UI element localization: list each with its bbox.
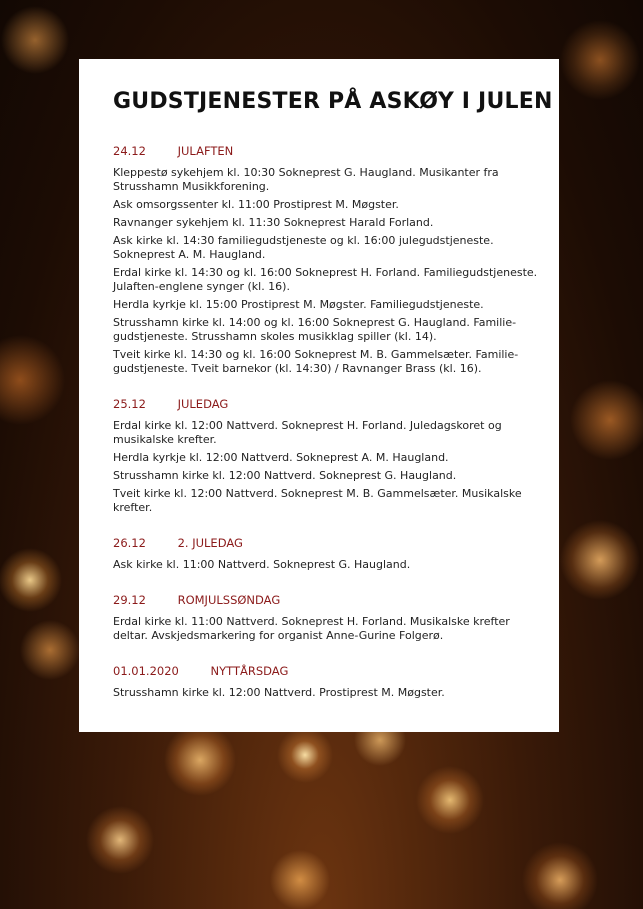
section-name: JULAFTEN [177,144,234,158]
service-entry: Ask omsorgssenter kl. 11:00 Prostiprest M. Møgster. [113,198,399,211]
section-header [113,664,547,678]
section-date: 29.12 [113,593,146,607]
service-entry: Kleppestø sykehjem kl. 10:30 Sokneprest G. Haugland. Musikanter fra Strusshamn Musikkforening. [113,166,499,193]
section-juledag [113,397,547,515]
service-entry: Tveit kirke kl. 14:30 og kl. 16:00 Sokneprest M. B. Gammelsæter. Familie-gudstjeneste. Tveit barnekor (kl. 14:30) / Ravnanger Brass (kl. 16). [113,348,519,375]
section-header [113,397,547,411]
service-entry: Tveit kirke kl. 12:00 Nattverd. Sokneprest M. B. Gammelsæter. Musikalske krefter. [113,487,522,514]
section-header [113,144,547,158]
service-entry: Strusshamn kirke kl. 14:00 og kl. 16:00 Sokneprest G. Haugland. Familie-gudstjeneste. Strusshamn skoles musikklag spiller (kl. 14). [113,316,517,343]
section-date: 26.12 [113,536,146,550]
service-entry: Herdla kyrkje kl. 15:00 Prostiprest M. Møgster. Familiegudstjeneste. [113,298,484,311]
section-header [113,536,547,550]
section-date: 25.12 [113,397,146,411]
service-entry: Erdal kirke kl. 11:00 Nattverd. Sokneprest H. Forland. Musikalske krefter deltar. Avskjedsmarkering for organist Anne-Gurine Folgerø. [113,615,510,642]
schedule-panel [79,59,559,732]
section-2-juledag [113,536,547,572]
section-date: 01.01.2020 [113,664,179,678]
service-entry: Strusshamn kirke kl. 12:00 Nattverd. Prostiprest M. Møgster. [113,686,445,699]
service-entry: Ravnanger sykehjem kl. 11:30 Sokneprest Harald Forland. [113,216,434,229]
service-entry: Ask kirke kl. 14:30 familiegudstjeneste og kl. 16:00 julegudstjeneste. Sokneprest A. M. Haugland. [113,234,494,261]
page-title: GUDSTJENESTER PÅ ASKØY I JULEN [113,89,553,114]
section-julaften [113,144,547,376]
service-entry: Herdla kyrkje kl. 12:00 Nattverd. Sokneprest A. M. Haugland. [113,451,449,464]
section-header [113,593,547,607]
section-name: 2. JULEDAG [177,536,243,550]
section-name: JULEDAG [177,397,229,411]
section-name: ROMJULSSØNDAG [177,593,281,607]
service-entry: Ask kirke kl. 11:00 Nattverd. Sokneprest G. Haugland. [113,558,411,571]
service-entry: Erdal kirke kl. 14:30 og kl. 16:00 Sokneprest H. Forland. Familiegudstjeneste. Julaften-englene synger (kl. 16). [113,266,538,293]
section-date: 24.12 [113,144,146,158]
section-nyttarsdag [113,664,547,700]
section-name: NYTTÅRSDAG [210,664,289,678]
section-romjulssondag [113,593,547,643]
service-entry: Erdal kirke kl. 12:00 Nattverd. Sokneprest H. Forland. Juledagskoret og musikalske krefter. [113,419,502,446]
service-entry: Strusshamn kirke kl. 12:00 Nattverd. Sokneprest G. Haugland. [113,469,457,482]
